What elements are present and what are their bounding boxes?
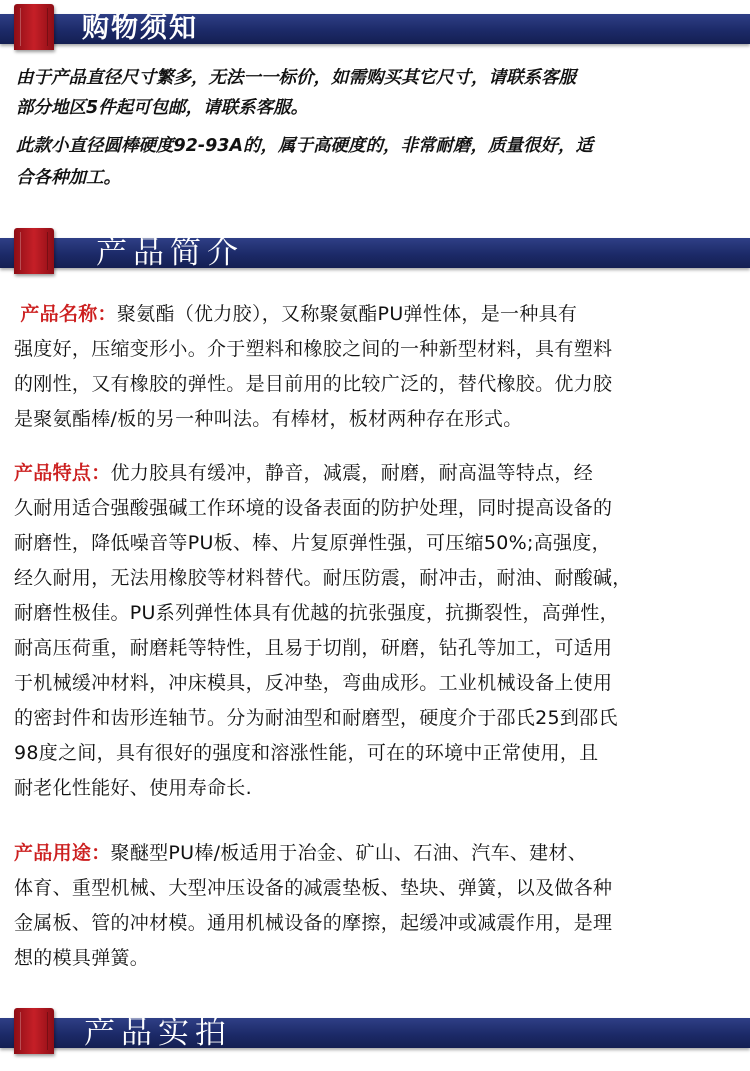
- paragraph-line: 的密封件和齿形连轴节。分为耐油型和耐磨型，硬度介于邵氏25到邵氏: [14, 707, 618, 729]
- product-name-label: 产品名称：: [20, 303, 117, 325]
- intro-title: 产品简介: [96, 235, 244, 271]
- paragraph-line: 耐磨性极佳。PU系列弹性体具有优越的抗张强度，抗撕裂性，高弹性，: [14, 602, 619, 624]
- product-name-paragraph: [14, 297, 742, 437]
- paragraph-line: 久耐用适合强酸强碱工作环境的设备表面的防护处理，同时提高设备的: [14, 497, 613, 519]
- photos-title: 产品实拍: [84, 1015, 232, 1051]
- product-features-label: 产品特点：: [14, 462, 111, 484]
- photos-banner: [0, 1008, 750, 1056]
- product-uses-text: 聚醚型PU棒/板适用于冶金、矿山、石油、汽车、建材、: [110, 842, 588, 864]
- notice-title: 购物须知: [82, 13, 198, 44]
- paragraph-line: 强度好，压缩变形小。介于塑料和橡胶之间的一种新型材料，具有塑料: [14, 338, 613, 360]
- notice-banner: [0, 4, 750, 52]
- product-features-text: 优力胶具有缓冲，静音，减震，耐磨，耐高温等特点，经: [110, 462, 594, 484]
- notice-text-line: 合各种加工。: [16, 168, 121, 188]
- paragraph-line: 是聚氨酯棒/板的另一种叫法。有棒材，板材两种存在形式。: [14, 408, 523, 430]
- product-uses-paragraph: [14, 836, 742, 976]
- banner-red-tab: [14, 228, 54, 274]
- product-features-paragraph: [14, 456, 742, 806]
- paragraph-line: 经久耐用，无法用橡胶等材料替代。耐压防震，耐冲击，耐油、耐酸碱，: [14, 567, 632, 589]
- intro-banner: [0, 228, 750, 276]
- paragraph-line: [14, 456, 742, 491]
- paragraph-line: 耐老化性能好、使用寿命长.: [14, 777, 252, 799]
- product-name-text: 聚氨酯（优力胶），又称聚氨酯PU弹性体，是一种具有: [116, 303, 578, 325]
- paragraph-line: 想的模具弹簧。: [14, 947, 150, 969]
- product-uses-label: 产品用途：: [14, 842, 111, 864]
- paragraph-line: 体育、重型机械、大型冲压设备的减震垫板、垫块、弹簧，以及做各种: [14, 877, 613, 899]
- notice-text-line: 部分地区5件起可包邮，请联系客服。: [16, 98, 309, 118]
- paragraph-line: 的刚性，又有橡胶的弹性。是目前用的比较广泛的，替代橡胶。优力胶: [14, 373, 613, 395]
- paragraph-line: 98度之间，具有很好的强度和溶涨性能，可在的环境中正常使用，且: [14, 742, 599, 764]
- paragraph-line: 耐高压荷重，耐磨耗等特性，且易于切削，研磨，钻孔等加工，可适用: [14, 637, 613, 659]
- paragraph-line: [14, 297, 742, 332]
- paragraph-line: 于机械缓冲材料，冲床模具，反冲垫，弯曲成形。工业机械设备上使用: [14, 672, 613, 694]
- paragraph-line: 金属板、管的冲材模。通用机械设备的摩擦，起缓冲或减震作用，是理: [14, 912, 613, 934]
- paragraph-line: [14, 836, 742, 871]
- paragraph-line: 耐磨性，降低噪音等PU板、棒、片复原弹性强，可压缩50%;高强度，: [14, 532, 611, 554]
- notice-text-line: 此款小直径圆棒硬度92-93A的，属于高硬度的，非常耐磨，质量很好，适: [16, 136, 594, 156]
- notice-text-line: 由于产品直径尺寸繁多，无法一一标价，如需购买其它尺寸，请联系客服: [16, 68, 576, 88]
- banner-red-tab: [14, 4, 54, 50]
- banner-red-tab: [14, 1008, 54, 1054]
